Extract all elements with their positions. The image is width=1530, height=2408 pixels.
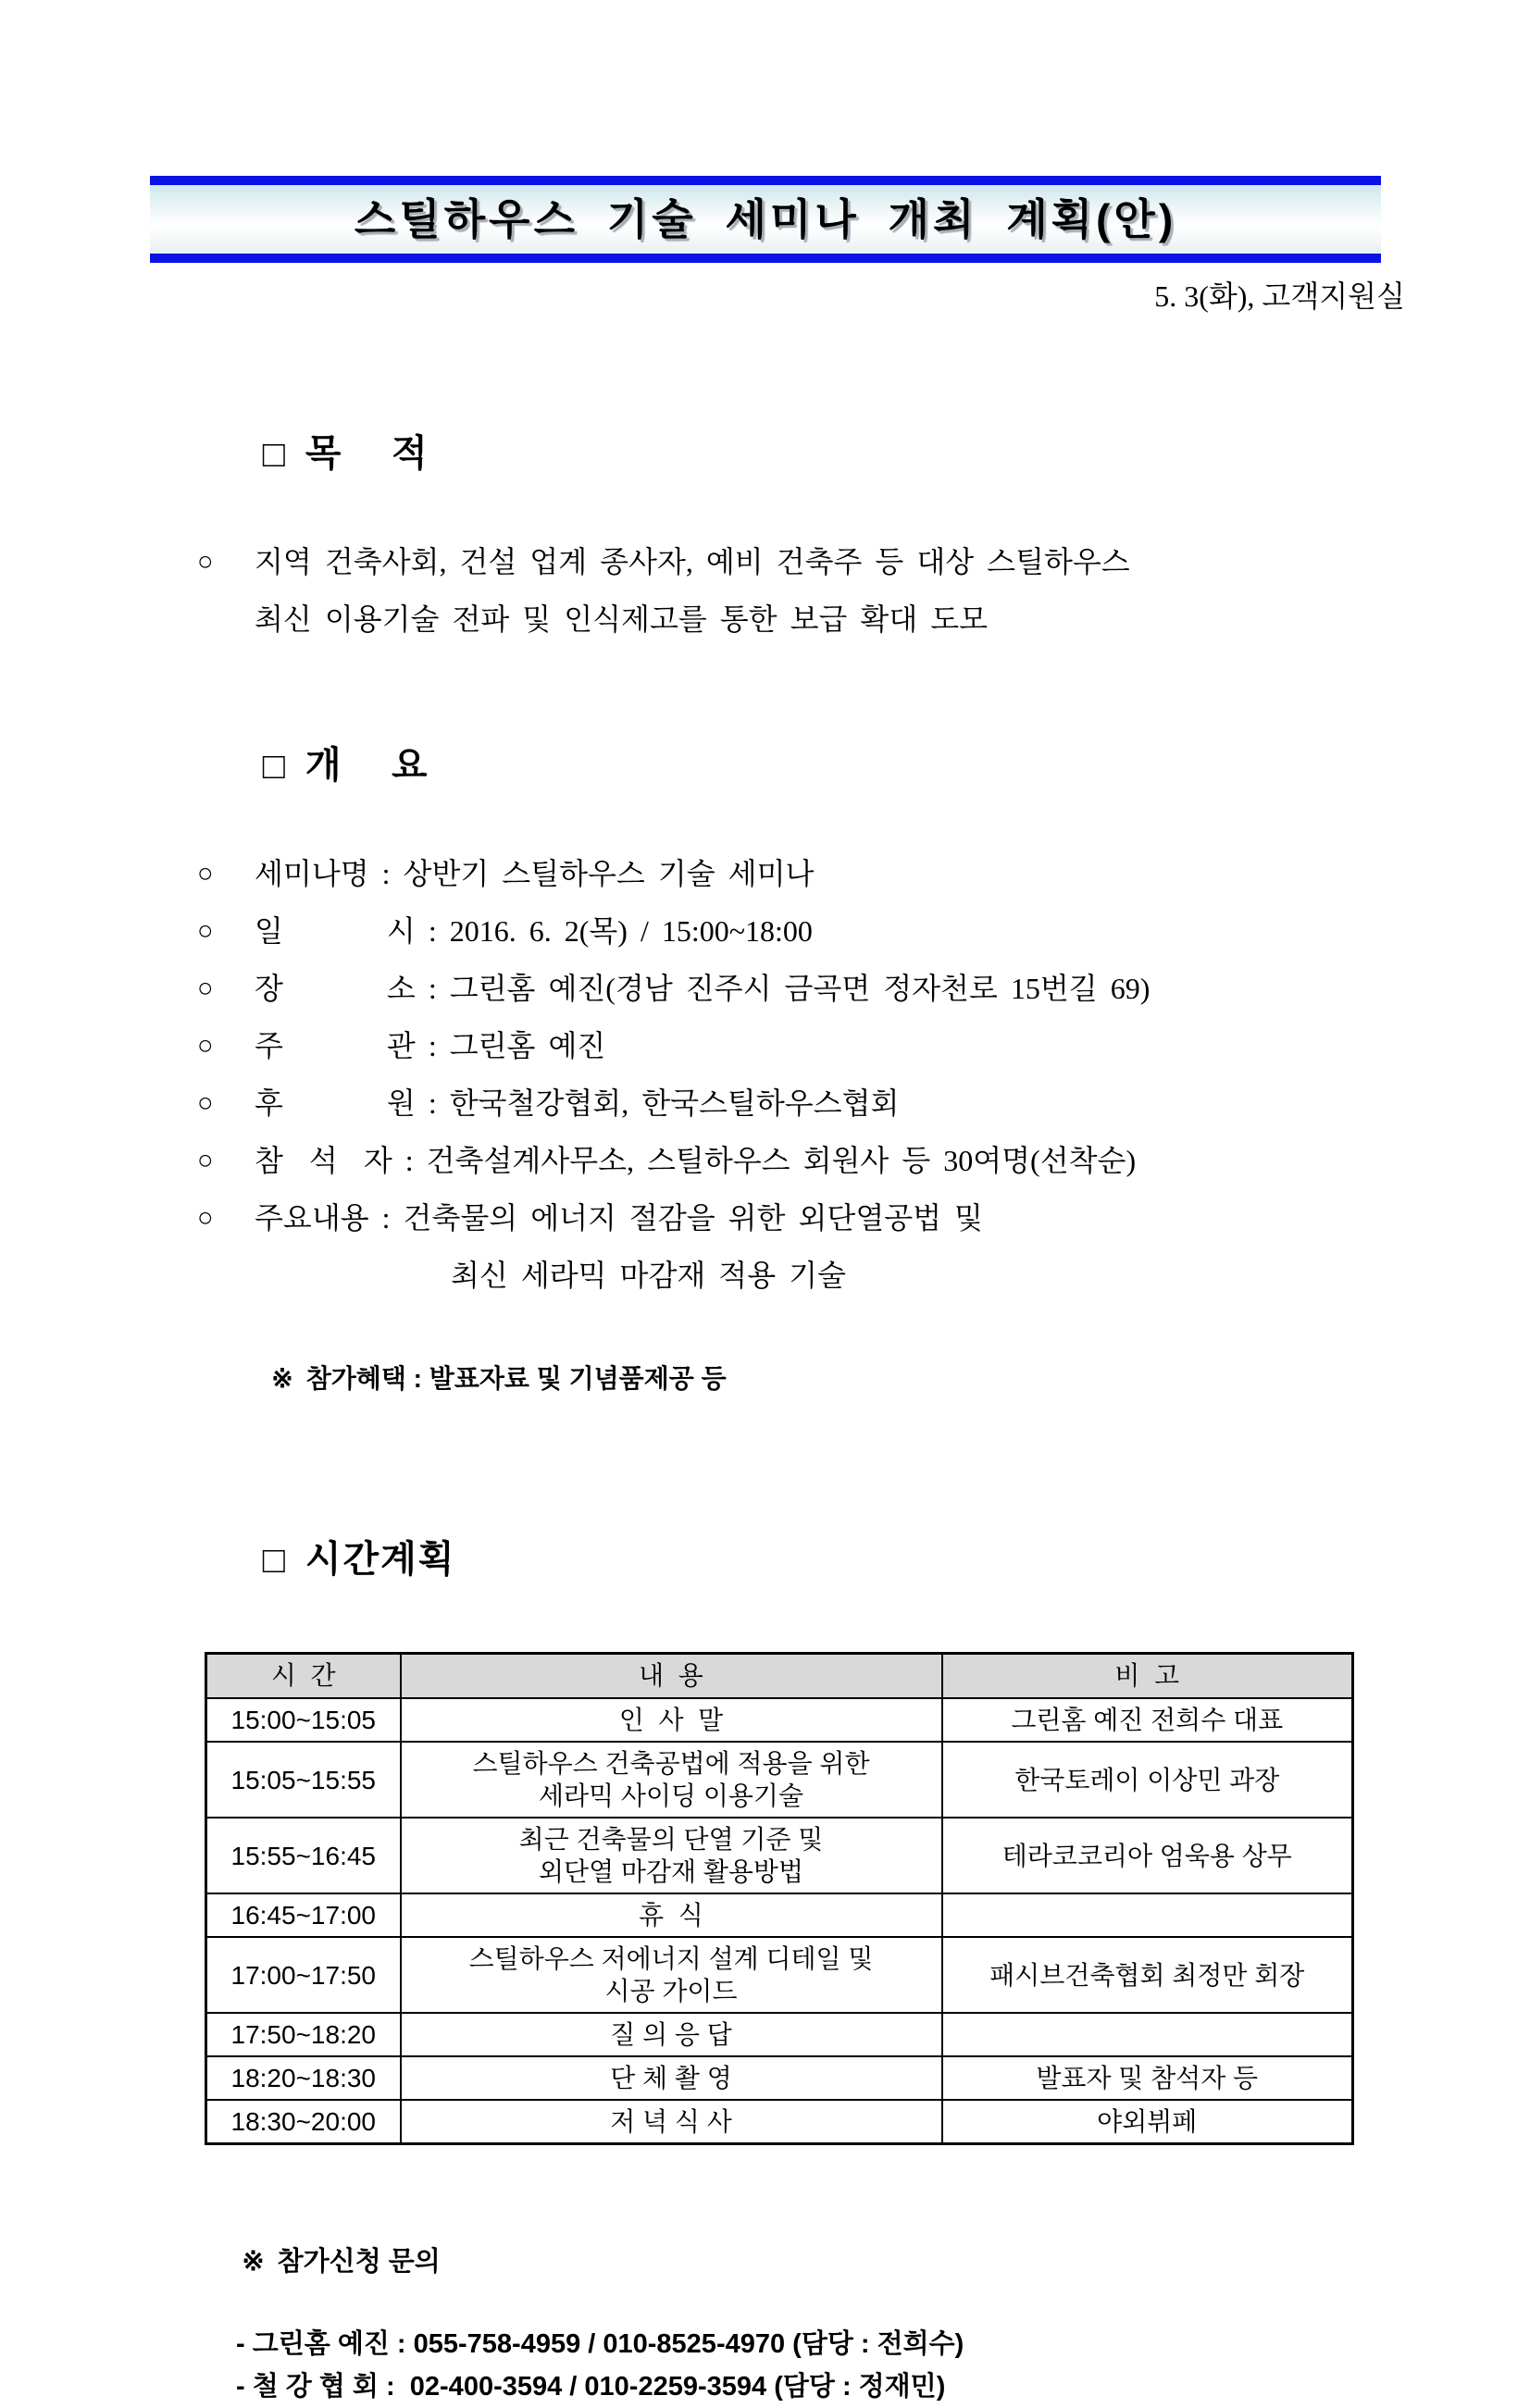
purpose-text-line1: 지역 건축사회, 건설 업계 종사자, 예비 건축주 등 대상 스틸하우스 xyxy=(255,545,1130,578)
colon-separator: : xyxy=(368,1201,404,1235)
cell-content: 스틸하우스 건축공법에 적용을 위한 세라믹 사이딩 이용기술 xyxy=(401,1742,942,1818)
item-label: 참 석 자 xyxy=(255,1144,392,1177)
table-row xyxy=(206,1893,1353,1937)
cell-content: 질 의 응 답 xyxy=(401,2013,942,2056)
square-bullet-icon: □ xyxy=(262,1540,287,1581)
col-header-content: 내 용 xyxy=(401,1654,942,1699)
item-label: 주 관 xyxy=(255,1029,416,1062)
item-label: 주요내용 xyxy=(255,1201,369,1235)
benefit-note-text: 참가혜택 : 발표자료 및 기념품제공 등 xyxy=(305,1364,727,1393)
cell-time: 17:50~18:20 xyxy=(206,2013,401,2056)
list-item-datetime xyxy=(197,902,1419,960)
cell-time: 16:45~17:00 xyxy=(206,1893,401,1937)
colon-separator: : xyxy=(368,857,404,890)
item-value: 건축물의 에너지 절감을 위한 외단열공법 및 xyxy=(403,1201,983,1235)
table-header-row xyxy=(206,1654,1353,1699)
cell-time: 15:05~15:55 xyxy=(206,1742,401,1818)
item-label: 장 소 xyxy=(255,972,416,1005)
purpose-text-line2: 최신 이용기술 전파 및 인식제고를 통한 보급 확대 도모 xyxy=(255,602,989,636)
title-banner xyxy=(150,176,1381,263)
reference-mark-icon: ※ xyxy=(242,2247,265,2277)
purpose-item xyxy=(197,533,1419,590)
benefit-note xyxy=(214,1310,1419,1448)
section-overview xyxy=(190,699,1419,1448)
contact-heading-text: 참가신청 문의 xyxy=(277,2247,441,2277)
list-item-place xyxy=(197,960,1419,1017)
overview-heading-label: 개 요 xyxy=(305,745,429,786)
purpose-body xyxy=(190,533,1419,648)
cell-time: 15:00~15:05 xyxy=(206,1698,401,1742)
item-value: 그린홈 예진 xyxy=(449,1029,606,1062)
list-item-attendees xyxy=(197,1132,1419,1189)
schedule-table xyxy=(205,1652,1354,2145)
cell-content: 휴 식 xyxy=(401,1893,942,1937)
circle-bullet-icon: ○ xyxy=(197,974,214,1003)
table-row xyxy=(206,2056,1353,2100)
square-bullet-icon: □ xyxy=(262,746,287,787)
table-row xyxy=(206,1937,1353,2013)
item-label: 일 시 xyxy=(255,914,416,948)
date-dept-line: 5. 3(화), 고객지원실 xyxy=(1154,279,1405,313)
table-row xyxy=(206,2100,1353,2144)
cell-content: 최근 건축물의 단열 기준 및 외단열 마감재 활용방법 xyxy=(401,1818,942,1893)
table-row xyxy=(206,1742,1353,1818)
schedule-heading xyxy=(190,1493,1419,1626)
circle-bullet-icon: ○ xyxy=(197,859,214,888)
cell-remark: 한국토레이 이상민 과장 xyxy=(942,1742,1353,1818)
list-item-main-content xyxy=(197,1189,1419,1247)
col-header-time: 시 간 xyxy=(206,1654,401,1699)
purpose-heading xyxy=(190,387,1419,520)
purpose-heading-label: 목 적 xyxy=(305,433,429,474)
cell-remark xyxy=(942,2013,1353,2056)
table-row xyxy=(206,1818,1353,1893)
col-header-remark: 비 고 xyxy=(942,1654,1353,1699)
item-label: 세미나명 xyxy=(255,857,369,890)
reference-mark-icon: ※ xyxy=(271,1364,293,1393)
cell-remark: 발표자 및 참석자 등 xyxy=(942,2056,1353,2100)
cell-remark: 그린홈 예진 전희수 대표 xyxy=(942,1698,1353,1742)
square-bullet-icon: □ xyxy=(262,434,287,475)
schedule-heading-label: 시간계획 xyxy=(305,1539,456,1580)
item-value: 상반기 스틸하우스 기술 세미나 xyxy=(403,857,815,890)
colon-separator: : xyxy=(415,972,450,1005)
cell-time: 18:20~18:30 xyxy=(206,2056,401,2100)
item-value: 건축설계사무소, 스틸하우스 회원사 등 30여명(선착순) xyxy=(426,1144,1137,1177)
table-row xyxy=(206,1698,1353,1742)
contact-block xyxy=(197,2201,1530,2408)
cell-time: 15:55~16:45 xyxy=(206,1818,401,1893)
circle-bullet-icon: ○ xyxy=(197,1031,214,1061)
cell-content: 저 녁 식 사 xyxy=(401,2100,942,2144)
page-title: 스틸하우스 기술 세미나 개최 계획(안) xyxy=(354,195,1177,243)
cell-remark: 패시브건축협회 최정만 회장 xyxy=(942,1937,1353,2013)
main-content-line2: 최신 세라믹 마감재 적용 기술 xyxy=(451,1259,846,1292)
item-value: 2016. 6. 2(목) / 15:00~18:00 xyxy=(449,914,813,948)
list-item-organizer xyxy=(197,1017,1419,1074)
contact-heading xyxy=(197,2201,1530,2323)
colon-separator: : xyxy=(415,914,450,948)
colon-separator: : xyxy=(415,1029,450,1062)
cell-content: 스틸하우스 저에너지 설계 디테일 및 시공 가이드 xyxy=(401,1937,942,2013)
list-item-seminar-name xyxy=(197,845,1419,902)
item-value: 한국철강협회, 한국스틸하우스협회 xyxy=(449,1086,900,1120)
cell-time: 18:30~20:00 xyxy=(206,2100,401,2144)
circle-bullet-icon: ○ xyxy=(197,1088,214,1118)
overview-heading xyxy=(190,699,1419,832)
overview-body xyxy=(190,845,1419,1448)
contact-line-greenhome: - 그린홈 예진 : 055-758-4959 / 010-8525-4970 (담당 : 전희수) xyxy=(236,2329,964,2359)
table-row xyxy=(206,2013,1353,2056)
colon-separator: : xyxy=(392,1144,427,1177)
cell-content: 단 체 촬 영 xyxy=(401,2056,942,2100)
item-value: 그린홈 예진(경남 진주시 금곡면 정자천로 15번길 69) xyxy=(449,972,1151,1005)
circle-bullet-icon: ○ xyxy=(197,1146,214,1175)
cell-remark: 테라코코리아 엄욱용 상무 xyxy=(942,1818,1353,1893)
circle-bullet-icon: ○ xyxy=(197,916,214,946)
cell-remark: 야외뷔페 xyxy=(942,2100,1353,2144)
cell-content: 인 사 말 xyxy=(401,1698,942,1742)
cell-remark xyxy=(942,1893,1353,1937)
cell-time: 17:00~17:50 xyxy=(206,1937,401,2013)
colon-separator: : xyxy=(415,1086,450,1120)
list-item-sponsor xyxy=(197,1074,1419,1132)
circle-bullet-icon: ○ xyxy=(197,1203,214,1233)
item-label: 후 원 xyxy=(255,1086,416,1120)
circle-bullet-icon: ○ xyxy=(197,547,214,577)
section-purpose xyxy=(190,387,1419,648)
section-schedule xyxy=(190,1493,1419,2145)
contact-line-steel-assoc: - 철 강 협 회 : 02-400-3594 / 010-2259-3594 (담당 : 정재민) xyxy=(236,2372,946,2402)
